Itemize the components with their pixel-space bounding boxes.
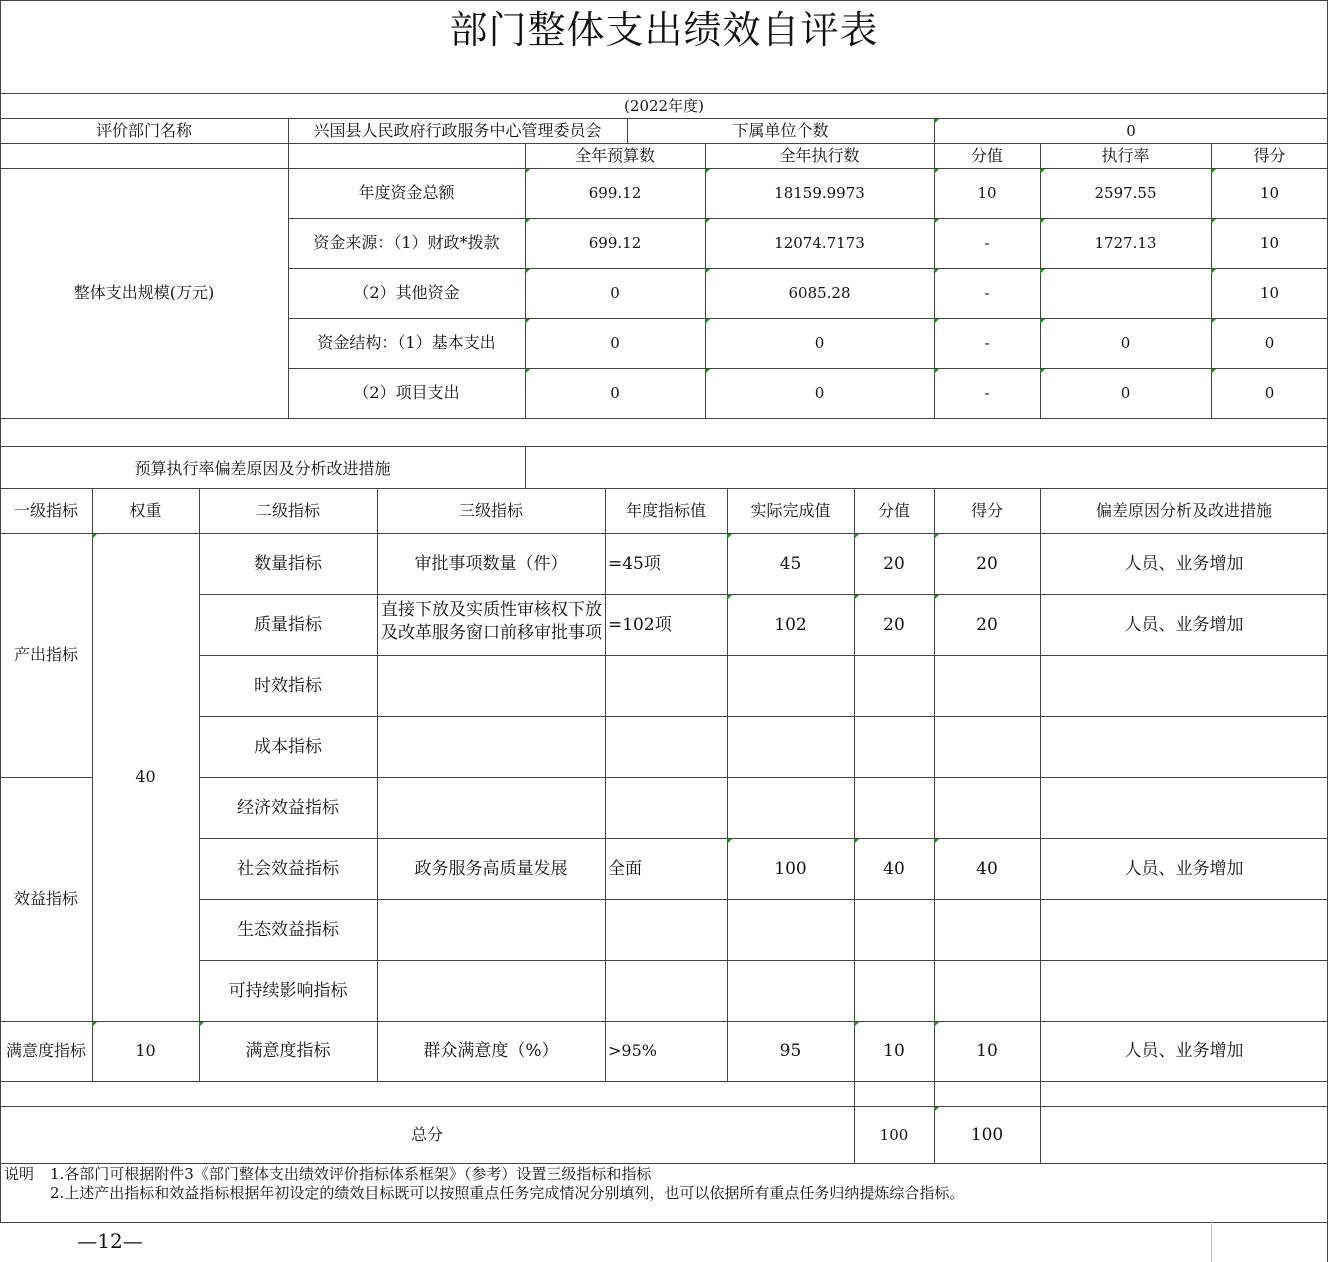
budget-row-label: 年度资金总额 <box>358 183 455 202</box>
cell-marker <box>854 839 859 844</box>
total-label: 总分 <box>410 1124 443 1144</box>
grid-line <box>0 1081 1328 1082</box>
weight-main: 40 <box>135 767 156 786</box>
cell-marker <box>1211 319 1216 324</box>
score-value-cell: 40 <box>883 858 905 879</box>
header-score: 得分 <box>1253 145 1286 165</box>
actual-cell: 45 <box>779 553 802 574</box>
grid-line <box>1211 1222 1212 1262</box>
level2-cell: 经济效益指标 <box>237 797 339 818</box>
cell-marker <box>934 219 939 224</box>
cell-marker <box>934 369 939 374</box>
budget-row-label: 资金结构：（1）基本支出 <box>317 333 496 352</box>
cell-marker <box>727 839 732 844</box>
level2-cell: 成本指标 <box>254 736 322 757</box>
cell-marker <box>525 269 530 274</box>
level3-cell: 政务服务高质量发展 <box>414 858 568 879</box>
score: 0 <box>1264 384 1275 402</box>
cell-marker <box>934 595 939 600</box>
reason-cell: 人员、业务增加 <box>1124 858 1244 879</box>
score: 10 <box>1259 184 1280 202</box>
cell-marker <box>854 595 859 600</box>
page-title: 部门整体支出绩效自评表 <box>449 8 879 52</box>
cell-marker <box>1040 319 1045 324</box>
score-cell: 20 <box>976 614 998 635</box>
level2-cell: 社会效益指标 <box>237 858 339 879</box>
cell-marker <box>525 169 530 174</box>
score: 10 <box>1259 234 1280 252</box>
header-actual: 实际完成值 <box>750 500 831 520</box>
rate-value: 0 <box>1120 334 1131 352</box>
cell-marker <box>705 219 710 224</box>
score-value: - <box>984 234 990 252</box>
target-cell: =102项 <box>608 614 672 635</box>
cell-marker <box>934 119 939 124</box>
level1-benefit: 效益指标 <box>13 889 78 908</box>
cell-marker <box>934 534 939 539</box>
cell-marker <box>934 1107 939 1112</box>
note-line-2: 2.上述产出指标和效益指标根据年初设定的绩效目标既可以按照重点任务完成情况分别填列，也可以依据所有重点任务归纳提炼综合指标。 <box>50 1184 965 1202</box>
cell-marker <box>727 595 732 600</box>
cell-marker <box>705 269 710 274</box>
budget-value: 699.12 <box>588 234 642 252</box>
level1-satisfaction: 满意度指标 <box>5 1041 86 1060</box>
rate-value <box>1040 268 1211 318</box>
total-score: 100 <box>970 1124 1004 1145</box>
cell-marker <box>199 1022 204 1027</box>
target-cell: >95% <box>608 1041 657 1060</box>
target-cell: =45项 <box>608 553 661 574</box>
rate-value: 0 <box>1120 384 1131 402</box>
score-value: - <box>984 384 990 402</box>
cell-marker <box>525 369 530 374</box>
score-value: - <box>984 284 990 302</box>
score-value-cell: 20 <box>883 614 905 635</box>
level2-cell: 时效指标 <box>254 675 322 696</box>
budget-value: 699.12 <box>588 184 642 202</box>
cell-marker <box>727 534 732 539</box>
header-score-value: 分值 <box>970 145 1003 165</box>
reason-cell: 人员、业务增加 <box>1124 553 1244 574</box>
level2-cell: 质量指标 <box>254 614 322 635</box>
rate-value: 2597.55 <box>1094 184 1157 202</box>
grid-line <box>0 1163 1328 1164</box>
cell-marker <box>1040 169 1045 174</box>
level1-output: 产出指标 <box>13 645 78 664</box>
level2-cell: 可持续影响指标 <box>228 980 348 1001</box>
budget-row-label: 资金来源：（1）财政*拨款 <box>313 233 500 252</box>
header-budget: 全年预算数 <box>574 145 655 165</box>
deviation-label: 预算执行率偏差原因及分析改进措施 <box>134 459 391 478</box>
level2-cell: 数量指标 <box>254 553 322 574</box>
cell-marker <box>1211 219 1216 224</box>
executed-value: 6085.28 <box>788 284 851 302</box>
cell-marker <box>525 319 530 324</box>
header-score: 得分 <box>970 500 1003 520</box>
executed-value: 0 <box>814 334 825 352</box>
cell-marker <box>1040 369 1045 374</box>
budget-row-label: （2）项目支出 <box>353 383 460 402</box>
actual-cell: 100 <box>774 858 807 879</box>
grid-line <box>0 1222 1328 1223</box>
header-rate: 执行率 <box>1101 145 1150 165</box>
total-score-value: 100 <box>879 1125 909 1144</box>
budget-value: 0 <box>610 284 620 302</box>
header-level1: 一级指标 <box>13 500 78 520</box>
cell-marker <box>934 169 939 174</box>
cell-marker <box>854 1022 859 1027</box>
header-target: 年度指标值 <box>625 500 706 520</box>
notes-label: 说明 <box>4 1165 35 1183</box>
cell-marker <box>1040 219 1045 224</box>
year-label: (2022年度) <box>624 96 704 115</box>
header-level3: 三级指标 <box>458 500 523 520</box>
budget-value: 0 <box>610 384 620 402</box>
grid-line <box>0 418 1328 419</box>
score-value: 10 <box>977 184 997 202</box>
level3-cell: 直接下放及实质性审核权下放及改革服务窗口前移审批事项 <box>381 600 602 643</box>
target-cell: 全面 <box>608 858 642 879</box>
score: 0 <box>1264 334 1275 352</box>
actual-cell: 95 <box>779 1041 802 1061</box>
actual-cell: 102 <box>774 614 807 635</box>
sub-units-value: 0 <box>1126 121 1136 140</box>
header-score-value: 分值 <box>877 500 910 520</box>
note-line-1: 1.各部门可根据附件3《部门整体支出绩效评价指标体系框架》（参考）设置三级指标和指标 <box>50 1165 652 1183</box>
score-cell: 10 <box>976 1041 998 1061</box>
level2-cell: 满意度指标 <box>245 1041 331 1061</box>
header-level2: 二级指标 <box>255 500 320 520</box>
level2-cell: 生态效益指标 <box>237 919 339 940</box>
cell-marker <box>1211 169 1216 174</box>
cell-marker <box>92 1022 97 1027</box>
cell-marker <box>525 219 530 224</box>
dept-name: 兴国县人民政府行政服务中心管理委员会 <box>313 120 602 140</box>
score-cell: 40 <box>976 858 998 879</box>
cell-marker <box>1211 269 1216 274</box>
score-value-cell: 20 <box>883 553 905 574</box>
header-executed: 全年执行数 <box>779 145 860 165</box>
page-number: —12— <box>77 1229 143 1253</box>
header-weight: 权重 <box>129 500 162 520</box>
cell-marker <box>705 169 710 174</box>
header-reason: 偏差原因分析及改进措施 <box>1095 500 1272 520</box>
cell-marker <box>705 369 710 374</box>
cell-marker <box>1040 269 1045 274</box>
budget-group-label: 整体支出规模(万元) <box>73 283 215 302</box>
cell-marker <box>934 1022 939 1027</box>
dept-label: 评价部门名称 <box>95 120 192 140</box>
score-cell: 20 <box>976 553 998 574</box>
cell-marker <box>705 319 710 324</box>
cell-marker <box>92 534 97 539</box>
cell-marker <box>854 534 859 539</box>
weight-satisfaction: 10 <box>135 1041 156 1060</box>
cell-marker <box>934 319 939 324</box>
cell-marker <box>934 269 939 274</box>
budget-row-label: （2）其他资金 <box>353 283 460 302</box>
executed-value: 18159.9973 <box>774 184 865 202</box>
score-value: - <box>984 334 990 352</box>
executed-value: 0 <box>814 384 825 402</box>
executed-value: 12074.7173 <box>774 234 865 252</box>
cell-marker <box>1211 369 1216 374</box>
sub-units-label: 下属单位个数 <box>732 120 829 140</box>
cell-marker <box>934 839 939 844</box>
reason-cell: 人员、业务增加 <box>1124 1041 1244 1061</box>
budget-value: 0 <box>610 334 620 352</box>
score: 10 <box>1259 284 1280 302</box>
score-value-cell: 10 <box>883 1041 905 1061</box>
rate-value: 1727.13 <box>1094 234 1157 252</box>
reason-cell: 人员、业务增加 <box>1124 614 1244 635</box>
level3-cell: 审批事项数量（件） <box>414 553 568 574</box>
grid-line <box>525 446 526 488</box>
level3-cell: 群众满意度（%） <box>423 1041 559 1061</box>
